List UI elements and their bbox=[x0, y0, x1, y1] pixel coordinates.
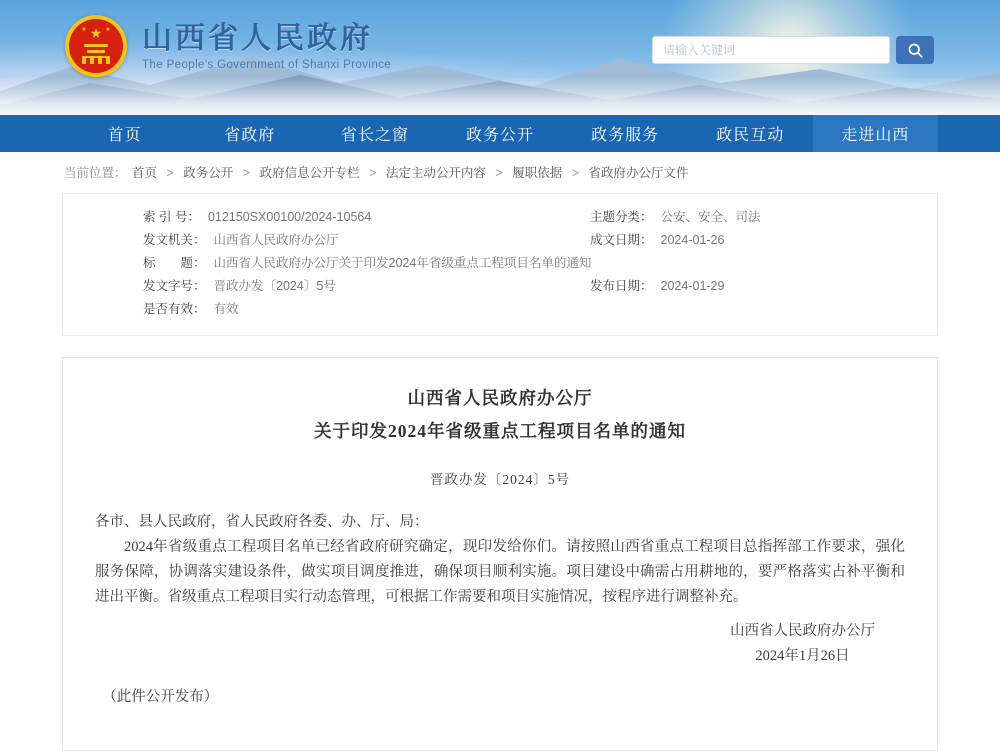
nav-item-gov-services[interactable]: 政务服务 bbox=[591, 127, 660, 144]
document-metadata-panel bbox=[62, 193, 938, 336]
document-number: 晋政办发〔2024〕5号 bbox=[429, 472, 571, 487]
meta-title-label: 标 题： bbox=[143, 256, 206, 270]
breadcrumb-separator: > bbox=[166, 166, 174, 180]
breadcrumb-home[interactable]: 首页 bbox=[132, 166, 158, 180]
search-box bbox=[652, 36, 934, 64]
svg-text:★: ★ bbox=[105, 27, 111, 33]
svg-text:★: ★ bbox=[81, 27, 87, 33]
signature-date: 2024年1月26日 bbox=[755, 648, 850, 664]
signature-agency: 山西省人民政府办公厅 bbox=[730, 623, 875, 639]
meta-row bbox=[63, 298, 937, 321]
meta-index-label: 索 引 号： bbox=[143, 210, 200, 224]
meta-agency-value: 山西省人民政府办公厅 bbox=[213, 233, 339, 247]
breadcrumb-separator: > bbox=[369, 166, 377, 180]
breadcrumb bbox=[62, 152, 938, 189]
brand-text bbox=[142, 22, 391, 71]
meta-publish-date-value: 2024-01-29 bbox=[660, 279, 725, 293]
meta-row bbox=[63, 206, 937, 229]
public-release-note: （此件公开发布） bbox=[102, 689, 219, 705]
breadcrumb-separator: > bbox=[242, 166, 251, 180]
fog-overlay bbox=[0, 77, 1000, 115]
site-title: 山西省人民政府 bbox=[142, 21, 373, 55]
site-logo[interactable] bbox=[64, 14, 391, 78]
breadcrumb-duty-basis[interactable]: 履职依据 bbox=[512, 166, 563, 180]
breadcrumb-gov-disclosure[interactable]: 政务公开 bbox=[183, 166, 234, 180]
meta-valid-label: 是否有效： bbox=[143, 302, 206, 316]
breadcrumb-office-documents[interactable]: 省政府办公厅文件 bbox=[588, 166, 689, 180]
svg-text:★: ★ bbox=[89, 25, 103, 41]
meta-index-value: 012150SX00100/2024-10564 bbox=[207, 210, 372, 224]
national-emblem-icon bbox=[64, 14, 128, 78]
meta-doc-no-label: 发文字号： bbox=[143, 279, 206, 293]
document-salutation: 各市、县人民政府，省人民政府各委、办、厅、局： bbox=[95, 514, 429, 530]
search-icon bbox=[907, 42, 924, 59]
nav-item-home[interactable]: 首页 bbox=[107, 127, 142, 144]
breadcrumb-info-column[interactable]: 政府信息公开专栏 bbox=[259, 166, 360, 180]
nav-item-public-interaction[interactable]: 政民互动 bbox=[716, 127, 785, 144]
breadcrumb-separator: > bbox=[571, 166, 579, 180]
meta-agency-label: 发文机关： bbox=[143, 233, 206, 247]
site-subtitle: The People's Government of Shanxi Province bbox=[142, 58, 392, 71]
document-title-line1: 山西省人民政府办公厅 bbox=[407, 388, 593, 408]
document-content-panel bbox=[62, 357, 938, 751]
meta-row bbox=[63, 252, 937, 275]
signature-block bbox=[95, 619, 905, 669]
meta-row bbox=[63, 275, 937, 298]
breadcrumb-separator: > bbox=[495, 166, 503, 180]
search-button[interactable] bbox=[896, 36, 934, 64]
meta-doc-no-value: 晋政办发〔2024〕5号 bbox=[213, 279, 336, 293]
main-nav bbox=[0, 115, 1000, 152]
meta-topic-value: 公安、安全、司法 bbox=[660, 210, 761, 224]
meta-title-value: 山西省人民政府办公厅关于印发2024年省级重点工程项目名单的通知 bbox=[213, 256, 592, 270]
meta-written-date-label: 成文日期： bbox=[590, 233, 653, 247]
breadcrumb-label: 当前位置： bbox=[64, 166, 127, 180]
search-input[interactable] bbox=[652, 36, 890, 64]
meta-written-date-value: 2024-01-26 bbox=[660, 233, 725, 247]
nav-item-gov-disclosure[interactable]: 政务公开 bbox=[465, 127, 534, 144]
site-header bbox=[0, 0, 1000, 115]
document-paragraph: 2024年省级重点工程项目名单已经省政府研究确定，现印发给你们。请按照山西省重点工程项目总指挥部工作要求，强化服务保障，协调落实建设条件，做实项目调度推进，确保项目顺利实施。项目建设中确需占用耕地的，要严格落实占补平衡和进出平衡。省级重点工程项目实行动态管理，可根据工作需要和项目实施情况，按程序进行调整补充。 bbox=[95, 539, 905, 605]
nav-item-into-shanxi[interactable]: 走进山西 bbox=[813, 115, 938, 152]
nav-item-governor-window[interactable]: 省长之窗 bbox=[340, 127, 409, 144]
nav-item-provincial-government[interactable]: 省政府 bbox=[224, 127, 276, 144]
meta-topic-label: 主题分类： bbox=[590, 210, 653, 224]
meta-row bbox=[63, 229, 937, 252]
document-title-line2: 关于印发2024年省级重点工程项目名单的通知 bbox=[314, 421, 686, 441]
meta-valid-value: 有效 bbox=[213, 302, 239, 316]
breadcrumb-statutory-content[interactable]: 法定主动公开内容 bbox=[385, 166, 486, 180]
meta-publish-date-label: 发布日期： bbox=[590, 279, 653, 293]
